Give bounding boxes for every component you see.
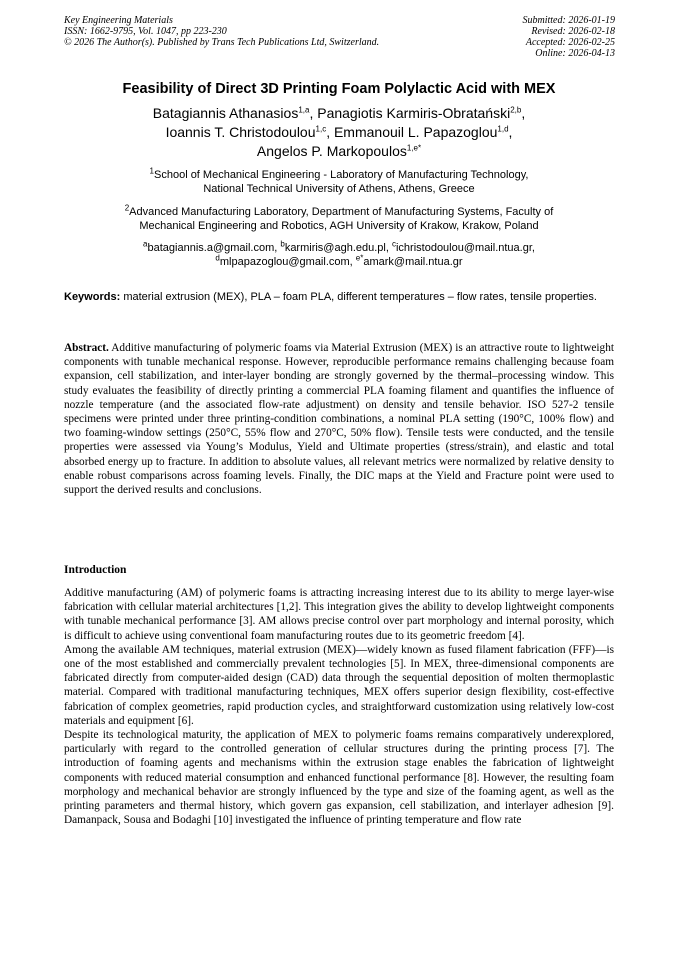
author-list (80, 104, 598, 161)
affiliation-2: $^2$Advanced Manufacturing Laboratory, Department of Manufacturing Systems, Faculty of Mechanical Engineering and Robotics, AGH University of Krakow, Krakow, Poland (124, 203, 554, 232)
abstract-label: Abstract. (64, 342, 109, 354)
journal-issn: ISSN: 1662-9795, Vol. 1047, pp 223-230 (64, 26, 227, 37)
paper-title: Feasibility of Direct 3D Printing Foam Polylactic Acid with MEX (122, 81, 556, 97)
email[interactable]: $^c$ichristodoulou@mail.ntua.gr (391, 239, 532, 254)
copyright-line: © 2026 The Author(s). Published by Trans Tech Publications Ltd, Switzerland. (64, 37, 380, 48)
author: Batagiannis Athanasios$^{1,a}$, (152, 105, 318, 121)
email[interactable]: $^d$mlpapazoglou@gmail.com (215, 253, 350, 268)
journal-name: Key Engineering Materials (64, 15, 173, 26)
accepted-date: Accepted: 2026-02-25 (525, 37, 615, 48)
paragraph: Additive manufacturing (AM) of polymeric foams is attracting increasing interest due to its ability to merge layer-wise fabrication with cellular material architectures [1,2]. This integration gives the ability to develop lightweight components with tunable mechanical performance [3]. AM allows precise control over part morphology and internal porosity, which is difficult to achieve using conventional foam manufacturing routes due to its geometric freedom [4]. (64, 587, 614, 642)
paragraph: Despite its technological maturity, the application of MEX to polymeric foams remains comparatively underexplored, particularly with regard to the controlled generation of cellular structures during the printing process [7]. The introduction of foaming agents and mechanisms within the extrusion stage enables the fabrication of lightweight components with reduced material consumption and enhanced functional performance [8]. However, the resulting foam morphology and mechanical behavior are strongly influenced by the type and size of the foaming agent, as well as the printing parameters and thermal history, which govern gas expansion, cell stabilization, and interlayer adhesion [9]. Damanpack, Sousa and Bodaghi [10] investigated the influence of printing temperature and flow rate (64, 729, 614, 827)
keywords (64, 290, 614, 304)
author: Angelos P. Markopoulos$^{1,e*}$ (256, 143, 422, 159)
keywords-label: Keywords: (64, 291, 121, 303)
author: Emmanouil L. Papazoglou$^{1,d}$, (333, 124, 513, 140)
abstract (64, 341, 614, 497)
author: Panagiotis Karmiris-Obratański$^{2,b}$, (317, 105, 526, 121)
author-emails: $^a$batagiannis.a@gmail.com, $^b$karmiris@agh.edu.pl, $^c$ichristodoulou@mail.ntua.gr, $^d$mlpapazoglou@gmail.com, $^{e*}$amark@mail.ntua.gr (143, 239, 535, 268)
revised-date: Revised: 2026-02-18 (531, 26, 615, 37)
introduction-heading: Introduction (64, 564, 127, 576)
paragraph: Among the available AM techniques, material extrusion (MEX)—widely known as fused filament fabrication (FFF)—is one of the most established and commercially prevalent technologies [5]. In MEX, three-dimensional components are fabricated directly from computer-aided design (CAD) data through the sequential deposition of molten thermoplastic material. Compared with traditional manufacturing techniques, MEX offers superior design flexibility, cost-effective fabrication of complex geometries, rapid production cycles, and straightforward customization using relatively low-cost materials and equipment [6]. (64, 643, 614, 727)
email[interactable]: $^b$karmiris@agh.edu.pl (280, 239, 386, 254)
keywords-text: material extrusion (MEX), PLA – foam PLA, different temperatures – flow rates, tensile properties. (123, 291, 597, 303)
journal-header (64, 15, 379, 48)
abstract-text: Additive manufacturing of polymeric foams via Material Extrusion (MEX) is an attractive route to lightweight components with tunable mechanical response. However, reproducible performance remains challenging because foam expansion, cell stabilization, and inter-layer bonding are strongly governed by the thermal–processing window. This study evaluates the feasibility of directly printing a commercial PLA foaming filament and quantifies the influence of nozzle temperature (and the associated flow-rate adjustment) on density and tensile behavior. ISO 527-2 tensile specimens were printed under three printing-condition combinations, a nominal PLA setting (190°C, 100% flow) and two foaming-window settings (250°C, 55% flow and 270°C, 50% flow). Tensile tests were conducted, and the tensile properties were assessed via Young’s Modulus, Yield and Ultimate properties (stress/strain), and elastic and total absorbed energy up to fracture. In addition to absolute values, all relevant metrics were normalized by relative density to enable robust comparisons across foaming levels. Finally, the DIC maps at the Yield and Fracture point were used to support the derived results and conclusions. (64, 342, 614, 497)
affiliation-1: $^1$School of Mechanical Engineering - Laboratory of Manufacturing Technology, National Technical University of Athens, Athens, Greece (149, 166, 529, 195)
online-date: Online: 2026-04-13 (535, 48, 615, 59)
email[interactable]: $^a$batagiannis.a@gmail.com (143, 239, 275, 254)
publication-dates (523, 15, 616, 59)
email[interactable]: $^{e*}$amark@mail.ntua.gr (355, 253, 463, 268)
submitted-date: Submitted: 2026-01-19 (522, 15, 615, 26)
author: Ioannis T. Christodoulou$^{1,c}$, (165, 124, 334, 140)
introduction-body (64, 586, 614, 827)
